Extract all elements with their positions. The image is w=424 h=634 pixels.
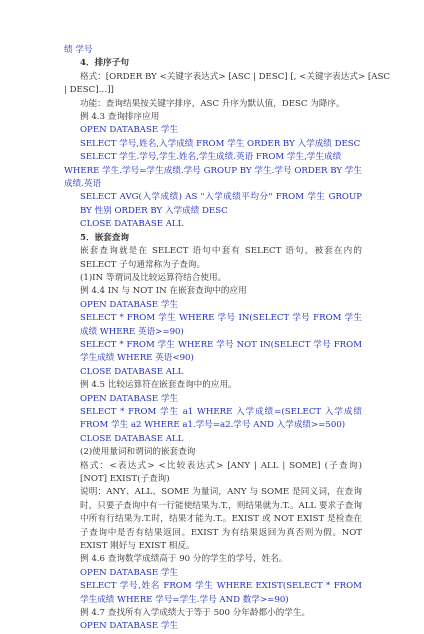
document-body [64, 44, 390, 634]
code-line: CLOSE DATABASE ALL [80, 366, 184, 377]
text-line: (1)IN 等谓词及比较运算符结合使用。 [80, 272, 227, 283]
code-line: CLOSE DATABASE ALL [80, 219, 184, 230]
code-line: WHERE 学生.学号=学生成绩.学号 GROUP BY 学生.学号 ORDER BY 学生成绩.英语 [64, 165, 362, 190]
code-line: OPEN DATABASE 学生 [80, 299, 179, 310]
text-line: 例 4.6 查询数学成绩高于 90 分的学生的学号，姓名。 [80, 554, 288, 565]
code-line: SELECT AVG(入学成绩) AS "入学成绩平均分" FROM 学生 GROUP BY 性别 ORDER BY 入学成绩 DESC [80, 192, 362, 216]
text-line: 例 4.5 比较运算符在嵌套查询中的应用。 [80, 380, 237, 391]
text-line: 例 4.3 查询排序应用 [80, 112, 160, 123]
text-line: 格式：[ORDER BY <关键字表达式> [ASC | DESC] [, <关键字表达式> [ASC [80, 71, 390, 82]
text-line: 例 4.4 IN 与 NOT IN 在嵌套查询中的应用 [80, 286, 247, 297]
code-line: SELECT * FROM 学生 a1 WHERE 入学成绩=(SELECT 入学成绩 FROM 学生 a2 WHERE a1.学号=a2.学号 AND 入学成绩>=500) [80, 406, 362, 431]
code-line: CLOSE DATABASE ALL [80, 433, 184, 444]
text-line: 说明：ANY、ALL、SOME 为量词，ANY 与 SOME 是同义词，在查询时，只要子查询中有一行能使结果为.T.，则结果就为.T.。ALL 要求子查询中所有行结果为.T.时，结果才能为.T.。EXIST 或 NOT EXIST 是检查在子查询中是否有结果返回。EXIST 为有结果返回为真否则为假。NOT EXIST 刚好与 EXIST 相反。 [80, 487, 362, 552]
text-line: | DESC]…]] [64, 85, 114, 96]
code-line: 绩 学号 [64, 45, 93, 55]
section-heading: 4．排序子句 [80, 58, 129, 69]
text-line: (2)使用量词和谓词的嵌套查询 [80, 447, 196, 458]
code-line: SELECT * FROM 学生 WHERE 学号 NOT IN(SELECT 学号 FROM 学生成绩 WHERE 英语<90) [80, 339, 362, 364]
text-line: 嵌套查询就是在 SELECT 语句中套有 SELECT 语句，被套在内的 SELECT 子句通常称为子查询。 [80, 246, 362, 270]
code-line: SELECT 学号,姓名 FROM 学生 WHERE EXIST(SELECT * FROM 学生成绩 WHERE 学号=学生.学号 AND 数学>=90) [80, 581, 362, 605]
text-line: 功能：查询结果按关键字排序，ASC 升序为默认值，DESC 为降序。 [80, 98, 345, 109]
text-line: 格式：<表达式> <比较表达式> [ANY | ALL | SOME] (子查询) [NOT] EXIST(子查询) [80, 460, 362, 484]
text-line: 例 4.7 查找所有入学成绩大于等于 500 分年龄都小的学生。 [80, 608, 311, 619]
code-line: SELECT 学生.学号,学生.姓名,学生成绩.英语 FROM 学生,学生成绩 [80, 152, 342, 163]
code-line: SELECT * FROM 学生 WHERE 学号 IN(SELECT 学号 FROM 学生成绩 WHERE 英语>=90) [80, 313, 362, 337]
code-line: OPEN DATABASE 学生 [80, 393, 179, 404]
code-line: OPEN DATABASE 学生 [80, 567, 179, 578]
code-line: OPEN DATABASE 学生 [80, 125, 179, 136]
section-heading: 5．嵌套查询 [80, 232, 129, 243]
code-line: OPEN DATABASE 学生 [80, 621, 179, 632]
code-line: SELECT 学号,姓名,入学成绩 FROM 学生 ORDER BY 入学成绩 DESC [80, 138, 361, 149]
